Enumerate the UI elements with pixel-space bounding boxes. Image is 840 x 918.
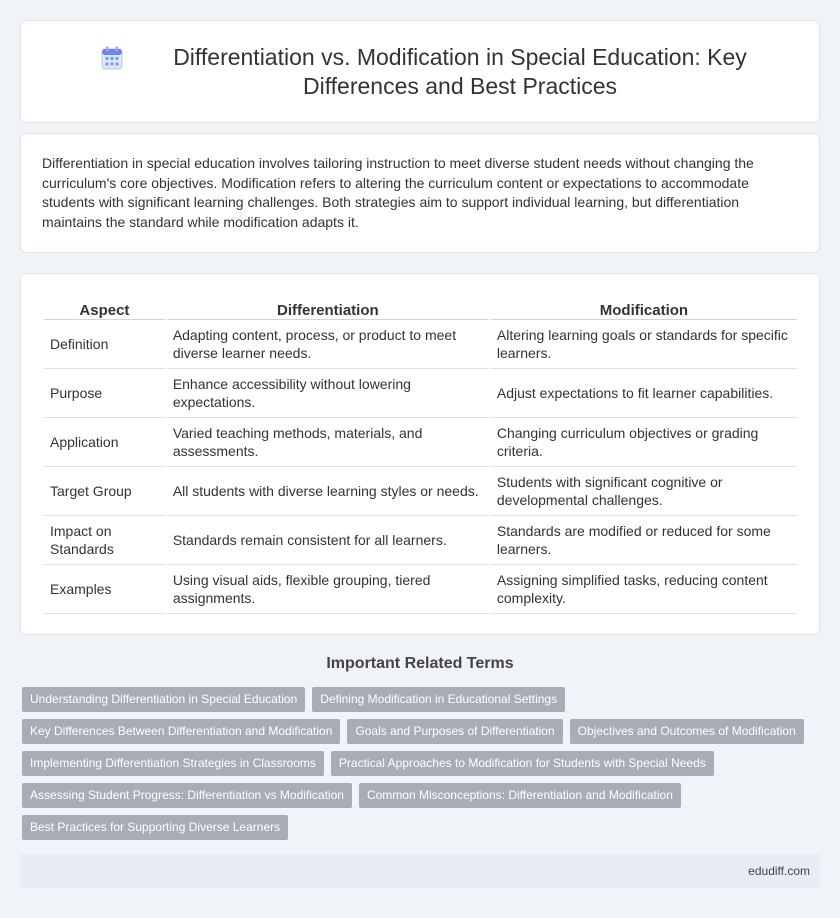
tag-row	[22, 783, 822, 808]
table-row	[44, 467, 797, 516]
related-term-tag[interactable]: Common Misconceptions: Differentiation and Modification	[359, 783, 681, 808]
comparison-table	[42, 296, 799, 614]
related-term-tag[interactable]: Implementing Differentiation Strategies in Classrooms	[22, 751, 324, 776]
footer-site[interactable]: edudiff.com	[748, 864, 810, 878]
tag-row	[22, 815, 822, 840]
modification-cell: Adjust expectations to fit learner capabilities.	[491, 369, 797, 418]
tag-row	[22, 687, 822, 712]
intro-card	[20, 133, 820, 253]
modification-cell: Changing curriculum objectives or grading criteria.	[491, 418, 797, 467]
differentiation-cell: Adapting content, process, or product to meet diverse learner needs.	[167, 320, 489, 369]
modification-cell: Standards are modified or reduced for some learners.	[491, 516, 797, 565]
title-card	[20, 20, 820, 123]
related-term-tag[interactable]: Understanding Differentiation in Special Education	[22, 687, 305, 712]
related-term-tag[interactable]: Practical Approaches to Modification for Students with Special Needs	[331, 751, 714, 776]
title-wrap	[21, 21, 819, 122]
related-term-tag[interactable]: Assessing Student Progress: Differentiation vs Modification	[22, 783, 352, 808]
page-title: Differentiation vs. Modification in Special Education: Key Differences and Best Practices	[173, 43, 747, 99]
header-modification: Modification	[491, 296, 797, 320]
table-row	[44, 418, 797, 467]
aspect-cell: Impact on Standards	[44, 516, 165, 565]
aspect-cell: Purpose	[44, 369, 165, 418]
table-row	[44, 320, 797, 369]
differentiation-cell: Varied teaching methods, materials, and assessments.	[167, 418, 489, 467]
differentiation-cell: Enhance accessibility without lowering expectations.	[167, 369, 489, 418]
footer	[20, 854, 820, 888]
table-row	[44, 565, 797, 614]
aspect-cell: Examples	[44, 565, 165, 614]
differentiation-cell: All students with diverse learning styles or needs.	[167, 467, 489, 516]
table-row	[44, 516, 797, 565]
differentiation-cell: Standards remain consistent for all learners.	[167, 516, 489, 565]
tag-row	[22, 751, 822, 776]
related-terms-list	[22, 687, 822, 847]
aspect-cell: Application	[44, 418, 165, 467]
tag-row	[22, 719, 822, 744]
aspect-cell: Target Group	[44, 467, 165, 516]
aspect-cell: Definition	[44, 320, 165, 369]
related-term-tag[interactable]: Key Differences Between Differentiation and Modification	[22, 719, 340, 744]
intro-paragraph: Differentiation in special education involves tailoring instruction to meet diverse student needs without changing the curriculum's core objectives. Modification refers to altering the curriculum content or expectations to accommodate students with significant learning challenges. Both strategies aim to support individual learning, but differentiation maintains the standard while modification adapts it.	[42, 155, 754, 230]
related-term-tag[interactable]: Objectives and Outcomes of Modification	[570, 719, 804, 744]
related-term-tag[interactable]: Defining Modification in Educational Settings	[312, 687, 565, 712]
differentiation-cell: Using visual aids, flexible grouping, tiered assignments.	[167, 565, 489, 614]
modification-cell: Students with significant cognitive or developmental challenges.	[491, 467, 797, 516]
modification-cell: Assigning simplified tasks, reducing content complexity.	[491, 565, 797, 614]
related-term-tag[interactable]: Best Practices for Supporting Diverse Learners	[22, 815, 288, 840]
table-row	[44, 369, 797, 418]
related-terms-title: Important Related Terms	[326, 655, 514, 672]
modification-cell: Altering learning goals or standards for specific learners.	[491, 320, 797, 369]
header-differentiation: Differentiation	[167, 296, 489, 320]
header-aspect: Aspect	[44, 296, 165, 320]
table-header-row	[44, 296, 797, 320]
related-term-tag[interactable]: Goals and Purposes of Differentiation	[347, 719, 562, 744]
comparison-card	[20, 273, 820, 635]
